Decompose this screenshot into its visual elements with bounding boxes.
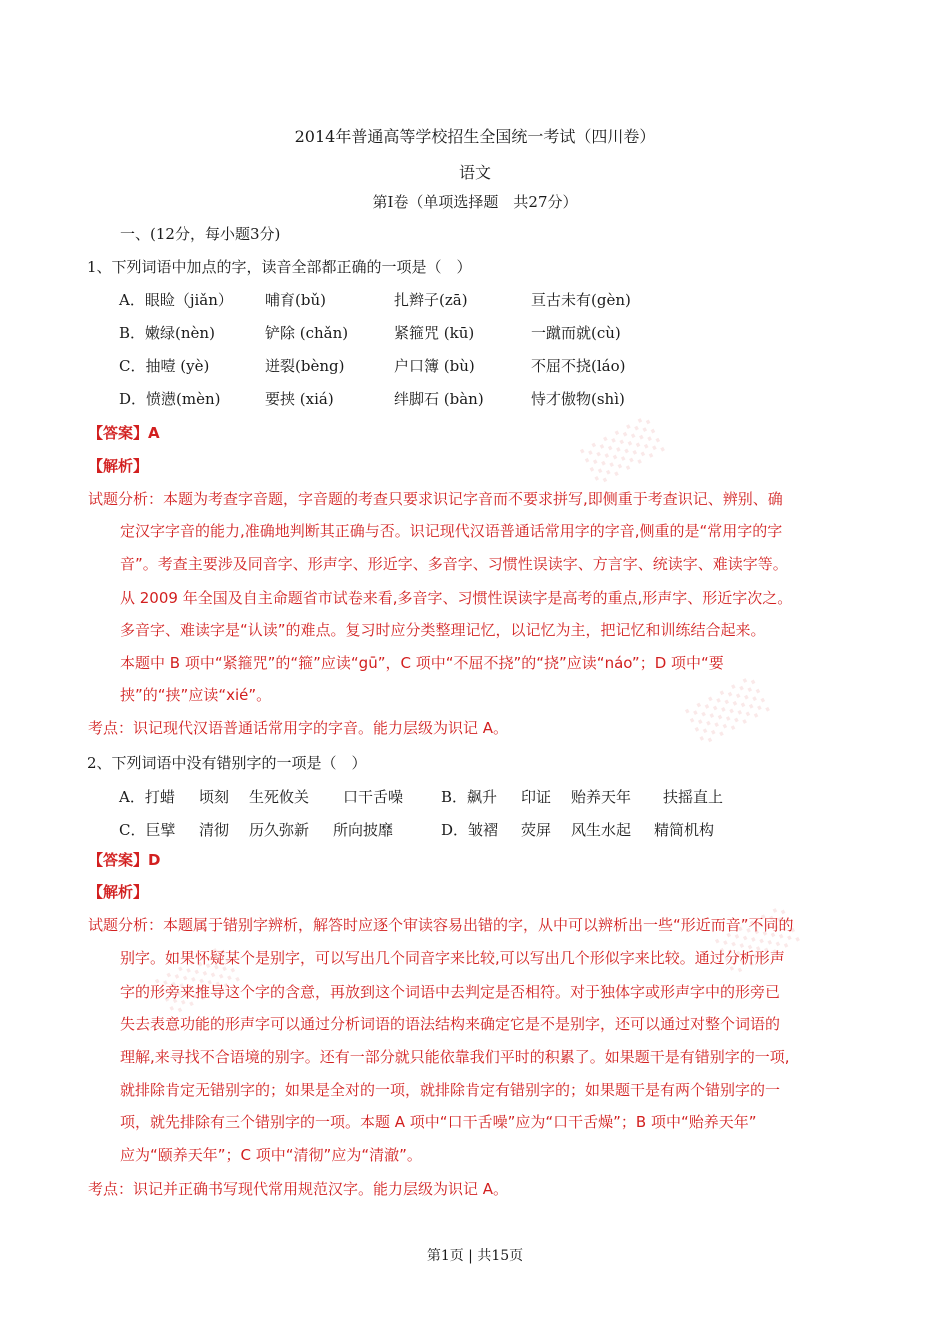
watermark: ░░░ [155,943,244,1017]
option-a-4: 亘古未有(gèn) [531,291,631,309]
option-c-1: C．抽噎 (yè) [119,357,210,375]
option-b-4: 一蹴而就(cù) [531,324,621,342]
watermark: ░░░ [715,903,804,977]
option-item: 荧屏 [521,821,552,839]
option-a-2: 哺育(bǔ) [265,291,326,309]
option-item: A．打蜡 [119,788,175,806]
analysis-label: 【解析】 [88,457,149,475]
option-item: 清彻 [199,821,230,839]
kaodian-note: 考点：识记现代汉语普通话常用字的字音。能力层级为识记 A。 [88,719,509,737]
volume-title: 第Ⅰ卷（单项选择题 共27分） [372,193,578,211]
question-1-stem: 1、下列词语中加点的字，读音全部都正确的一项是（ ） [87,258,472,276]
option-item: 贻养天年 [571,788,632,806]
option-d-2: 要挟 (xiá) [265,390,334,408]
section-heading: 一、(12分，每小题3分) [120,225,281,243]
analysis-line: 试题分析：本题为考查字音题，字音题的考查只要求识记字音而不要求拼写,即侧重于考查识记、辨别、确 [88,490,783,508]
option-a-3: 扎辫子(zā) [394,291,468,309]
option-a-1: A．眼睑（jiǎn） [119,291,233,309]
option-c-3: 户口簿 (bù) [394,357,475,375]
option-b-1: B．嫩绿(nèn) [119,324,215,342]
analysis-line: 项，就先排除有三个错别字的一项。本题 A 项中“口干舌噪”应为“口干舌燥”；B 项中“贻养天年” [120,1113,757,1131]
page-number-footer: 第1页 | 共15页 [426,1248,524,1264]
analysis-line: 本题中 B 项中“紧箍咒”的“箍”应读“gū”，C 项中“不屈不挠”的“挠”应读“náo”；D 项中“要 [120,654,724,672]
analysis-line: 挟”的“挟”应读“xié”。 [120,686,272,704]
analysis-line: 从 2009 年全国及自主命题省市试卷来看,多音字、习惯性误读字是高考的重点,形声字、形近字次之。 [120,589,793,607]
option-b-3: 紧箍咒 (kū) [394,324,475,342]
analysis-line: 试题分析：本题属于错别字辨析，解答时应逐个审读容易出错的字，从中可以辨析出一些“形近而音”不同的 [88,916,794,934]
analysis-line: 音”。考查主要涉及同音字、形声字、形近字、多音字、习惯性误读字、方言字、统读字、难读字等。 [120,555,788,573]
option-d-4: 恃才傲物(shì) [531,390,625,408]
watermark: ░░░ [580,413,669,487]
option-c-4: 不屈不挠(láo) [531,357,626,375]
option-item: D．皱褶 [441,821,499,839]
option-item: 生死攸关 [249,788,310,806]
analysis-line: 理解,来寻找不合语境的别字。还有一部分就只能依靠我们平时的积累了。如果题干是有错别字的一项, [120,1048,790,1066]
option-item: 顷刻 [199,788,230,806]
analysis-line: 失去表意功能的形声字可以通过分析词语的语法结构来确定它是不是别字，还可以通过对整个词语的 [120,1015,781,1033]
analysis-line: 定汉字字音的能力,准确地判断其正确与否。识记现代汉语普通话常用字的字音,侧重的是“常用字的字 [120,522,783,540]
option-item: 风生水起 [571,821,632,839]
analysis-line: 别字。如果怀疑某个是别字，可以写出几个同音字来比较,可以写出几个形似字来比较。通过分析形声 [120,949,785,967]
subject-title: 语文 [458,163,491,182]
option-item: C．巨擘 [119,821,176,839]
option-d-1: D．愤懑(mèn) [119,390,221,408]
option-c-2: 迸裂(bèng) [265,357,345,375]
page-title: 2014年普通高等学校招生全国统一考试（四川卷） [294,127,656,146]
option-b-2: 铲除 (chǎn) [265,324,349,342]
analysis-label: 【解析】 [88,883,149,901]
answer-label: 【答案】D [88,851,161,869]
option-item: 所向披靡 [333,821,394,839]
answer-label: 【答案】A [88,424,160,442]
option-item: 口干舌噪 [343,788,404,806]
watermark: ░░░ [685,673,774,747]
option-item: 精简机构 [654,821,715,839]
analysis-line: 应为“颐养天年”；C 项中“清彻”应为“清澈”。 [120,1146,422,1164]
option-item: 扶摇直上 [663,788,724,806]
analysis-line: 就排除肯定无错别字的；如果是全对的一项，就排除肯定有错别字的；如果题干是有两个错别字的一 [120,1081,781,1099]
analysis-line: 多音字、难读字是“认读”的难点。复习时应分类整理记忆，以记忆为主，把记忆和训练结合起来。 [120,621,766,639]
kaodian-note: 考点：识记并正确书写现代常用规范汉字。能力层级为识记 A。 [88,1180,509,1198]
option-item: 历久弥新 [249,821,310,839]
analysis-line: 字的形旁来推导这个字的含意，再放到这个词语中去判定是否相符。对于独体字或形声字中的形旁已 [120,983,781,1001]
option-d-3: 绊脚石 (bàn) [394,390,484,408]
option-item: 印证 [521,788,552,806]
question-2-stem: 2、下列词语中没有错别字的一项是（ ） [87,754,367,772]
option-item: B．飙升 [441,788,498,806]
